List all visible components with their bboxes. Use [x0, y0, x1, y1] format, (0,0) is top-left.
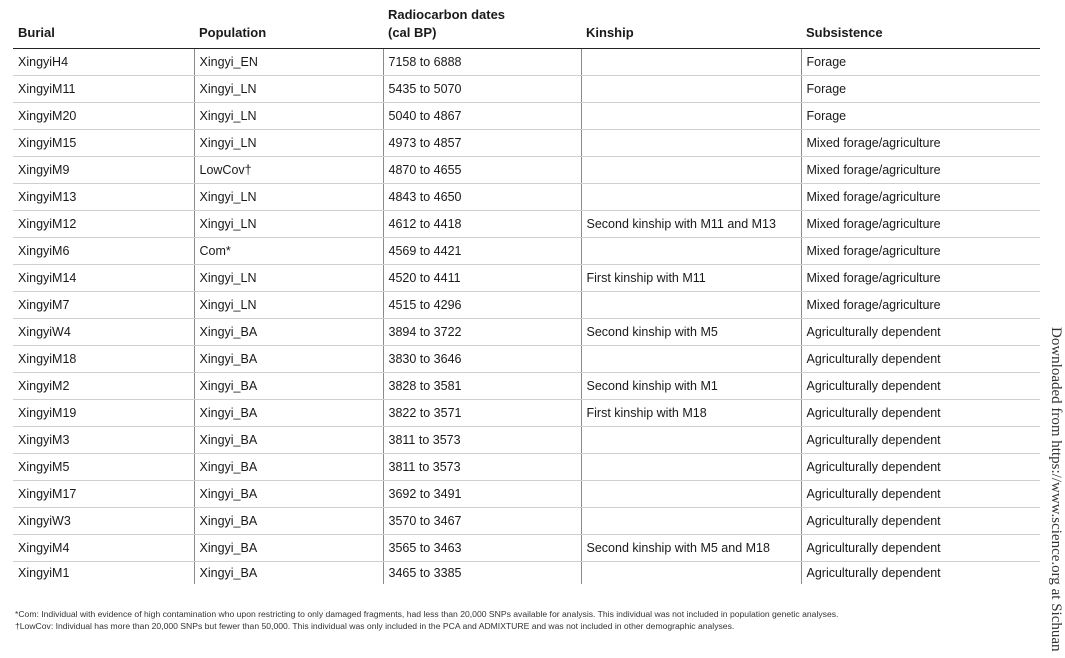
- cell-kinship: [581, 346, 801, 373]
- data-table-container: [13, 6, 1040, 584]
- cell-burial: XingyiM20: [13, 103, 194, 130]
- cell-kinship: [581, 76, 801, 103]
- cell-radiocarbon-dates: 4515 to 4296: [383, 292, 581, 319]
- table-row: [13, 211, 1040, 238]
- side-download-watermark: Downloaded from https://www.science.org at Sichuan: [1048, 327, 1064, 652]
- cell-kinship: [581, 427, 801, 454]
- table-row: [13, 265, 1040, 292]
- cell-radiocarbon-dates: 3830 to 3646: [383, 346, 581, 373]
- cell-radiocarbon-dates: 3828 to 3581: [383, 373, 581, 400]
- cell-kinship: Second kinship with M1: [581, 373, 801, 400]
- cell-population: Xingyi_BA: [194, 400, 383, 427]
- cell-kinship: [581, 508, 801, 535]
- cell-burial: XingyiM7: [13, 292, 194, 319]
- cell-radiocarbon-dates: 3565 to 3463: [383, 535, 581, 562]
- cell-population: Xingyi_LN: [194, 76, 383, 103]
- table-row: [13, 184, 1040, 211]
- cell-subsistence: Mixed forage/agriculture: [801, 184, 1040, 211]
- header-burial: Burial: [13, 6, 194, 49]
- table-row: [13, 454, 1040, 481]
- cell-radiocarbon-dates: 4612 to 4418: [383, 211, 581, 238]
- cell-kinship: First kinship with M11: [581, 265, 801, 292]
- cell-subsistence: Agriculturally dependent: [801, 400, 1040, 427]
- cell-burial: XingyiW4: [13, 319, 194, 346]
- cell-subsistence: Mixed forage/agriculture: [801, 157, 1040, 184]
- cell-population: Xingyi_LN: [194, 292, 383, 319]
- table-row: [13, 508, 1040, 535]
- cell-burial: XingyiM6: [13, 238, 194, 265]
- table-row: [13, 157, 1040, 184]
- cell-burial: XingyiM13: [13, 184, 194, 211]
- cell-subsistence: Agriculturally dependent: [801, 346, 1040, 373]
- cell-population: Xingyi_LN: [194, 265, 383, 292]
- header-kinship: Kinship: [581, 6, 801, 49]
- cell-subsistence: Agriculturally dependent: [801, 481, 1040, 508]
- table-header: [13, 6, 1040, 49]
- table-row: [13, 76, 1040, 103]
- cell-radiocarbon-dates: 4569 to 4421: [383, 238, 581, 265]
- table-footnotes: [15, 608, 1035, 632]
- cell-subsistence: Agriculturally dependent: [801, 508, 1040, 535]
- cell-population: Xingyi_LN: [194, 184, 383, 211]
- cell-kinship: [581, 238, 801, 265]
- cell-radiocarbon-dates: 5040 to 4867: [383, 103, 581, 130]
- cell-subsistence: Forage: [801, 103, 1040, 130]
- cell-population: LowCov†: [194, 157, 383, 184]
- table-row: [13, 373, 1040, 400]
- table-row: [13, 400, 1040, 427]
- cell-burial: XingyiM3: [13, 427, 194, 454]
- cell-burial: XingyiM19: [13, 400, 194, 427]
- cell-subsistence: Agriculturally dependent: [801, 427, 1040, 454]
- cell-subsistence: Forage: [801, 76, 1040, 103]
- cell-subsistence: Mixed forage/agriculture: [801, 292, 1040, 319]
- cell-kinship: Second kinship with M5: [581, 319, 801, 346]
- cell-subsistence: Mixed forage/agriculture: [801, 238, 1040, 265]
- cell-subsistence: Agriculturally dependent: [801, 373, 1040, 400]
- cell-radiocarbon-dates: 4520 to 4411: [383, 265, 581, 292]
- table-row: [13, 238, 1040, 265]
- cell-radiocarbon-dates: 3811 to 3573: [383, 427, 581, 454]
- cell-kinship: [581, 184, 801, 211]
- header-dates-line2: (cal BP): [388, 25, 437, 40]
- table-row: [13, 481, 1040, 508]
- cell-burial: XingyiW3: [13, 508, 194, 535]
- cell-population: Xingyi_BA: [194, 427, 383, 454]
- cell-subsistence: Mixed forage/agriculture: [801, 211, 1040, 238]
- cell-burial: XingyiM11: [13, 76, 194, 103]
- cell-kinship: [581, 481, 801, 508]
- cell-radiocarbon-dates: 4843 to 4650: [383, 184, 581, 211]
- cell-radiocarbon-dates: 3692 to 3491: [383, 481, 581, 508]
- cell-kinship: First kinship with M18: [581, 400, 801, 427]
- cell-population: Xingyi_LN: [194, 211, 383, 238]
- table-body: [13, 49, 1040, 585]
- cell-kinship: Second kinship with M5 and M18: [581, 535, 801, 562]
- cell-burial: XingyiM18: [13, 346, 194, 373]
- table-row: [13, 427, 1040, 454]
- cell-burial: XingyiM15: [13, 130, 194, 157]
- cell-burial: XingyiM14: [13, 265, 194, 292]
- table-row: [13, 292, 1040, 319]
- cell-radiocarbon-dates: 5435 to 5070: [383, 76, 581, 103]
- cell-subsistence: Mixed forage/agriculture: [801, 130, 1040, 157]
- cell-population: Xingyi_BA: [194, 535, 383, 562]
- cell-radiocarbon-dates: 4870 to 4655: [383, 157, 581, 184]
- cell-kinship: [581, 130, 801, 157]
- footnote-com: *Com: Individual with evidence of high contamination who upon restricting to only damaged fragments, had less than 20,000 SNPs available for analysis. This individual was not included in population genetic analyses.: [15, 609, 839, 619]
- cell-population: Com*: [194, 238, 383, 265]
- table-row: [13, 130, 1040, 157]
- cell-subsistence: Agriculturally dependent: [801, 454, 1040, 481]
- cell-population: Xingyi_BA: [194, 319, 383, 346]
- table-row: [13, 103, 1040, 130]
- cell-population: Xingyi_BA: [194, 508, 383, 535]
- header-row: [13, 6, 1040, 49]
- cell-radiocarbon-dates: 3811 to 3573: [383, 454, 581, 481]
- cell-radiocarbon-dates: 7158 to 6888: [383, 49, 581, 76]
- cell-kinship: [581, 157, 801, 184]
- cell-radiocarbon-dates: 3465 to 3385: [383, 562, 581, 585]
- table-row: [13, 535, 1040, 562]
- cell-kinship: [581, 49, 801, 76]
- cell-burial: XingyiM2: [13, 373, 194, 400]
- cell-population: Xingyi_BA: [194, 481, 383, 508]
- cell-population: Xingyi_BA: [194, 454, 383, 481]
- header-subsistence: Subsistence: [801, 6, 1040, 49]
- burial-table: [13, 6, 1040, 584]
- cell-radiocarbon-dates: 4973 to 4857: [383, 130, 581, 157]
- cell-burial: XingyiM4: [13, 535, 194, 562]
- cell-burial: XingyiM17: [13, 481, 194, 508]
- cell-burial: XingyiM12: [13, 211, 194, 238]
- cell-population: Xingyi_BA: [194, 562, 383, 585]
- header-radiocarbon-dates: [383, 6, 581, 49]
- cell-subsistence: Agriculturally dependent: [801, 319, 1040, 346]
- cell-burial: XingyiM5: [13, 454, 194, 481]
- cell-kinship: [581, 562, 801, 585]
- header-population: Population: [194, 6, 383, 49]
- table-row: [13, 319, 1040, 346]
- cell-burial: XingyiH4: [13, 49, 194, 76]
- cell-kinship: [581, 454, 801, 481]
- table-row: [13, 346, 1040, 373]
- cell-subsistence: Mixed forage/agriculture: [801, 265, 1040, 292]
- cell-population: Xingyi_BA: [194, 346, 383, 373]
- table-row: [13, 49, 1040, 76]
- cell-kinship: [581, 103, 801, 130]
- cell-radiocarbon-dates: 3570 to 3467: [383, 508, 581, 535]
- cell-subsistence: Agriculturally dependent: [801, 535, 1040, 562]
- cell-population: Xingyi_LN: [194, 103, 383, 130]
- footnote-lowcov: †LowCov: Individual has more than 20,000 SNPs but fewer than 50,000. This individual was only included in the PCA and ADMIXTURE and was not included in other demographic analyses.: [15, 621, 735, 631]
- cell-population: Xingyi_BA: [194, 373, 383, 400]
- cell-burial: XingyiM1: [18, 566, 70, 580]
- cell-kinship: Second kinship with M11 and M13: [581, 211, 801, 238]
- cell-population: Xingyi_LN: [194, 130, 383, 157]
- cell-radiocarbon-dates: 3822 to 3571: [383, 400, 581, 427]
- cell-population: Xingyi_EN: [194, 49, 383, 76]
- cell-subsistence: Agriculturally dependent: [801, 562, 1040, 585]
- cell-kinship: [581, 292, 801, 319]
- header-dates-line1: Radiocarbon dates: [388, 7, 506, 22]
- table-row: [13, 562, 1040, 585]
- cell-burial: XingyiM9: [13, 157, 194, 184]
- cell-subsistence: Forage: [801, 49, 1040, 76]
- cell-radiocarbon-dates: 3894 to 3722: [383, 319, 581, 346]
